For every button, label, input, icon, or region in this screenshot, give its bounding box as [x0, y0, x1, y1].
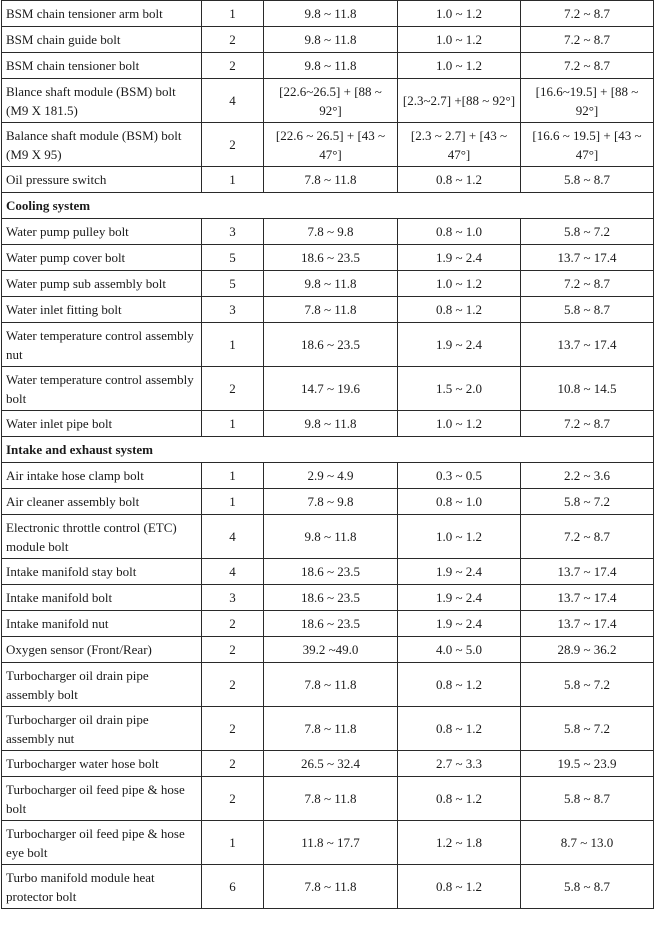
- torque-nm-cell: 9.8 ~ 11.8: [264, 271, 398, 297]
- torque-lbft-cell: 19.5 ~ 23.9: [521, 751, 654, 777]
- table-row: [2, 27, 654, 53]
- table-row: [2, 219, 654, 245]
- torque-nm-cell: 2.9 ~ 4.9: [264, 463, 398, 489]
- torque-lbft-cell: 7.2 ~ 8.7: [521, 271, 654, 297]
- torque-nm-cell: 7.8 ~ 11.8: [264, 167, 398, 193]
- part-name-cell: Air cleaner assembly bolt: [2, 489, 202, 515]
- torque-lbft-cell: 7.2 ~ 8.7: [521, 411, 654, 437]
- part-name-cell: Oil pressure switch: [2, 167, 202, 193]
- quantity-cell: 2: [202, 707, 264, 751]
- quantity-cell: 1: [202, 323, 264, 367]
- torque-kgfm-cell: [2.3~2.7] +[88 ~ 92°]: [398, 79, 521, 123]
- quantity-cell: 2: [202, 637, 264, 663]
- torque-nm-cell: 7.8 ~ 11.8: [264, 777, 398, 821]
- table-row: [2, 515, 654, 559]
- torque-lbft-cell: 13.7 ~ 17.4: [521, 245, 654, 271]
- torque-kgfm-cell: 0.8 ~ 1.0: [398, 489, 521, 515]
- torque-nm-cell: 9.8 ~ 11.8: [264, 411, 398, 437]
- part-name-cell: Intake manifold stay bolt: [2, 559, 202, 585]
- quantity-cell: 2: [202, 27, 264, 53]
- table-row: [2, 79, 654, 123]
- table-row: [2, 637, 654, 663]
- quantity-cell: 1: [202, 821, 264, 865]
- torque-lbft-cell: 5.8 ~ 8.7: [521, 865, 654, 909]
- torque-lbft-cell: 5.8 ~ 8.7: [521, 297, 654, 323]
- torque-lbft-cell: 10.8 ~ 14.5: [521, 367, 654, 411]
- table-row: [2, 297, 654, 323]
- torque-lbft-cell: 13.7 ~ 17.4: [521, 323, 654, 367]
- torque-lbft-cell: 7.2 ~ 8.7: [521, 27, 654, 53]
- part-name-cell: Air intake hose clamp bolt: [2, 463, 202, 489]
- table-row: [2, 271, 654, 297]
- torque-lbft-cell: 13.7 ~ 17.4: [521, 585, 654, 611]
- quantity-cell: 2: [202, 367, 264, 411]
- torque-kgfm-cell: 1.0 ~ 1.2: [398, 411, 521, 437]
- torque-lbft-cell: 7.2 ~ 8.7: [521, 1, 654, 27]
- quantity-cell: 4: [202, 559, 264, 585]
- table-row: [2, 123, 654, 167]
- part-name-cell: Water pump pulley bolt: [2, 219, 202, 245]
- torque-nm-cell: 9.8 ~ 11.8: [264, 53, 398, 79]
- torque-kgfm-cell: 0.8 ~ 1.2: [398, 777, 521, 821]
- section-title: Cooling system: [2, 193, 654, 219]
- part-name-cell: Intake manifold nut: [2, 611, 202, 637]
- torque-kgfm-cell: 1.0 ~ 1.2: [398, 53, 521, 79]
- torque-lbft-cell: 5.8 ~ 8.7: [521, 777, 654, 821]
- table-row: [2, 559, 654, 585]
- table-row: [2, 463, 654, 489]
- torque-nm-cell: 9.8 ~ 11.8: [264, 27, 398, 53]
- torque-lbft-cell: 7.2 ~ 8.7: [521, 515, 654, 559]
- quantity-cell: 1: [202, 489, 264, 515]
- torque-spec-table: [1, 0, 654, 909]
- table-row: [2, 411, 654, 437]
- quantity-cell: 3: [202, 219, 264, 245]
- torque-lbft-cell: 5.8 ~ 8.7: [521, 167, 654, 193]
- quantity-cell: 5: [202, 271, 264, 297]
- table-row: [2, 53, 654, 79]
- torque-kgfm-cell: 0.8 ~ 1.0: [398, 219, 521, 245]
- table-row: [2, 821, 654, 865]
- torque-nm-cell: 18.6 ~ 23.5: [264, 585, 398, 611]
- torque-lbft-cell: 5.8 ~ 7.2: [521, 489, 654, 515]
- table-row: [2, 367, 654, 411]
- part-name-cell: Intake manifold bolt: [2, 585, 202, 611]
- part-name-cell: Water inlet pipe bolt: [2, 411, 202, 437]
- torque-nm-cell: 7.8 ~ 9.8: [264, 489, 398, 515]
- table-row: [2, 707, 654, 751]
- part-name-cell: Turbo manifold module heat protector bolt: [2, 865, 202, 909]
- torque-nm-cell: 7.8 ~ 11.8: [264, 707, 398, 751]
- torque-lbft-cell: 2.2 ~ 3.6: [521, 463, 654, 489]
- part-name-cell: Electronic throttle control (ETC) module bolt: [2, 515, 202, 559]
- torque-kgfm-cell: 1.9 ~ 2.4: [398, 245, 521, 271]
- quantity-cell: 5: [202, 245, 264, 271]
- part-name-cell: Balance shaft module (BSM) bolt (M9 X 95): [2, 123, 202, 167]
- section-title: Intake and exhaust system: [2, 437, 654, 463]
- torque-nm-cell: 7.8 ~ 11.8: [264, 865, 398, 909]
- torque-kgfm-cell: 2.7 ~ 3.3: [398, 751, 521, 777]
- quantity-cell: 1: [202, 167, 264, 193]
- section-header-row: [2, 437, 654, 463]
- part-name-cell: Turbocharger water hose bolt: [2, 751, 202, 777]
- quantity-cell: 2: [202, 123, 264, 167]
- torque-kgfm-cell: 1.9 ~ 2.4: [398, 585, 521, 611]
- table-row: [2, 489, 654, 515]
- table-row: [2, 751, 654, 777]
- torque-lbft-cell: 7.2 ~ 8.7: [521, 53, 654, 79]
- table-row: [2, 585, 654, 611]
- part-name-cell: Water pump cover bolt: [2, 245, 202, 271]
- quantity-cell: 2: [202, 777, 264, 821]
- table-row: [2, 323, 654, 367]
- torque-kgfm-cell: 0.8 ~ 1.2: [398, 167, 521, 193]
- torque-nm-cell: 7.8 ~ 11.8: [264, 663, 398, 707]
- quantity-cell: 4: [202, 515, 264, 559]
- torque-kgfm-cell: 0.8 ~ 1.2: [398, 707, 521, 751]
- part-name-cell: Water pump sub assembly bolt: [2, 271, 202, 297]
- table-row: [2, 167, 654, 193]
- torque-spec-table-body: [2, 1, 654, 909]
- table-row: [2, 611, 654, 637]
- table-row: [2, 777, 654, 821]
- table-row: [2, 865, 654, 909]
- torque-lbft-cell: 13.7 ~ 17.4: [521, 559, 654, 585]
- torque-nm-cell: 11.8 ~ 17.7: [264, 821, 398, 865]
- part-name-cell: BSM chain guide bolt: [2, 27, 202, 53]
- table-row: [2, 663, 654, 707]
- quantity-cell: 2: [202, 611, 264, 637]
- torque-kgfm-cell: 4.0 ~ 5.0: [398, 637, 521, 663]
- torque-nm-cell: 9.8 ~ 11.8: [264, 515, 398, 559]
- part-name-cell: Turbocharger oil feed pipe & hose bolt: [2, 777, 202, 821]
- part-name-cell: Turbocharger oil drain pipe assembly nut: [2, 707, 202, 751]
- torque-lbft-cell: [16.6 ~ 19.5] + [43 ~ 47°]: [521, 123, 654, 167]
- part-name-cell: Water temperature control assembly bolt: [2, 367, 202, 411]
- torque-kgfm-cell: 1.0 ~ 1.2: [398, 27, 521, 53]
- table-row: [2, 245, 654, 271]
- torque-nm-cell: 39.2 ~49.0: [264, 637, 398, 663]
- torque-kgfm-cell: 1.9 ~ 2.4: [398, 323, 521, 367]
- table-row: [2, 1, 654, 27]
- torque-lbft-cell: 8.7 ~ 13.0: [521, 821, 654, 865]
- part-name-cell: Blance shaft module (BSM) bolt (M9 X 181.5): [2, 79, 202, 123]
- torque-nm-cell: 18.6 ~ 23.5: [264, 611, 398, 637]
- torque-nm-cell: 18.6 ~ 23.5: [264, 559, 398, 585]
- torque-lbft-cell: [16.6~19.5] + [88 ~ 92°]: [521, 79, 654, 123]
- quantity-cell: 3: [202, 297, 264, 323]
- torque-nm-cell: 14.7 ~ 19.6: [264, 367, 398, 411]
- torque-nm-cell: 18.6 ~ 23.5: [264, 245, 398, 271]
- quantity-cell: 1: [202, 411, 264, 437]
- torque-kgfm-cell: [2.3 ~ 2.7] + [43 ~ 47°]: [398, 123, 521, 167]
- part-name-cell: Turbocharger oil drain pipe assembly bolt: [2, 663, 202, 707]
- torque-kgfm-cell: 1.9 ~ 2.4: [398, 611, 521, 637]
- torque-nm-cell: 9.8 ~ 11.8: [264, 1, 398, 27]
- torque-kgfm-cell: 0.8 ~ 1.2: [398, 865, 521, 909]
- part-name-cell: BSM chain tensioner arm bolt: [2, 1, 202, 27]
- torque-kgfm-cell: 1.5 ~ 2.0: [398, 367, 521, 411]
- torque-nm-cell: 7.8 ~ 11.8: [264, 297, 398, 323]
- quantity-cell: 2: [202, 53, 264, 79]
- torque-kgfm-cell: 0.3 ~ 0.5: [398, 463, 521, 489]
- torque-nm-cell: 7.8 ~ 9.8: [264, 219, 398, 245]
- part-name-cell: Oxygen sensor (Front/Rear): [2, 637, 202, 663]
- torque-lbft-cell: 28.9 ~ 36.2: [521, 637, 654, 663]
- torque-kgfm-cell: 1.0 ~ 1.2: [398, 271, 521, 297]
- torque-kgfm-cell: 1.0 ~ 1.2: [398, 515, 521, 559]
- torque-kgfm-cell: 1.2 ~ 1.8: [398, 821, 521, 865]
- torque-kgfm-cell: 1.0 ~ 1.2: [398, 1, 521, 27]
- part-name-cell: Water inlet fitting bolt: [2, 297, 202, 323]
- torque-kgfm-cell: 0.8 ~ 1.2: [398, 663, 521, 707]
- torque-lbft-cell: 5.8 ~ 7.2: [521, 219, 654, 245]
- torque-lbft-cell: 5.8 ~ 7.2: [521, 707, 654, 751]
- torque-nm-cell: 26.5 ~ 32.4: [264, 751, 398, 777]
- torque-nm-cell: [22.6 ~ 26.5] + [43 ~ 47°]: [264, 123, 398, 167]
- quantity-cell: 1: [202, 1, 264, 27]
- torque-kgfm-cell: 1.9 ~ 2.4: [398, 559, 521, 585]
- part-name-cell: Water temperature control assembly nut: [2, 323, 202, 367]
- torque-lbft-cell: 5.8 ~ 7.2: [521, 663, 654, 707]
- part-name-cell: BSM chain tensioner bolt: [2, 53, 202, 79]
- torque-lbft-cell: 13.7 ~ 17.4: [521, 611, 654, 637]
- section-header-row: [2, 193, 654, 219]
- part-name-cell: Turbocharger oil feed pipe & hose eye bolt: [2, 821, 202, 865]
- quantity-cell: 4: [202, 79, 264, 123]
- torque-kgfm-cell: 0.8 ~ 1.2: [398, 297, 521, 323]
- torque-nm-cell: 18.6 ~ 23.5: [264, 323, 398, 367]
- torque-nm-cell: [22.6~26.5] + [88 ~ 92°]: [264, 79, 398, 123]
- quantity-cell: 3: [202, 585, 264, 611]
- quantity-cell: 6: [202, 865, 264, 909]
- quantity-cell: 2: [202, 663, 264, 707]
- quantity-cell: 2: [202, 751, 264, 777]
- quantity-cell: 1: [202, 463, 264, 489]
